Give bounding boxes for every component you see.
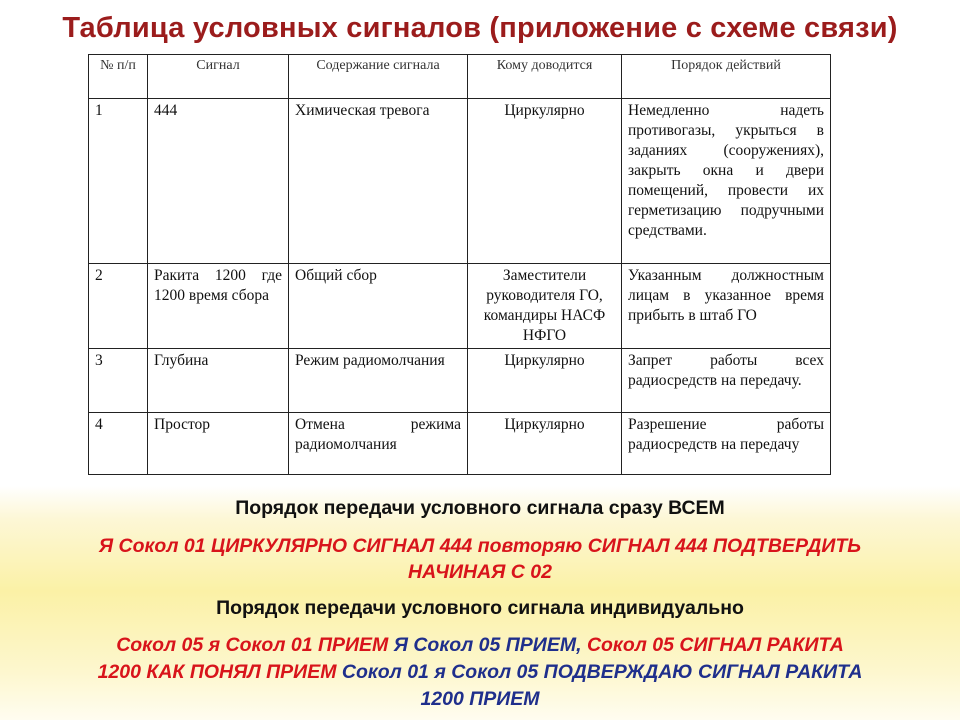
- table-row: [89, 264, 831, 349]
- individual-query-text: 1200 КАК ПОНЯЛ ПРИЕМ: [97, 661, 342, 683]
- header-content: Содержание сигнала: [289, 55, 468, 99]
- cell-signal: Ракита 1200 где 1200 время сбора: [148, 264, 289, 349]
- individual-signal-text: Сокол 05 СИГНАЛ РАКИТА: [586, 634, 844, 656]
- page-title: Таблица условных сигналов (приложение с схеме связи): [62, 12, 898, 44]
- individual-confirm-text: Сокол 01 я Сокол 05 ПОДВЕРЖДАЮ СИГНАЛ РАКИТА: [341, 661, 863, 683]
- signals-table-container: [88, 54, 830, 478]
- header-signal: Сигнал: [148, 55, 289, 99]
- cell-recipient: Циркулярно: [468, 349, 622, 413]
- cell-action: Разрешение работы радиосредств на передачу: [622, 413, 831, 475]
- individual-line-2: [0, 660, 960, 684]
- cell-action: Запрет работы всех радиосредств на передачу.: [622, 349, 831, 413]
- individual-call-text: Сокол 05 я Сокол 01 ПРИЕМ: [116, 634, 394, 656]
- cell-number: 2: [89, 264, 148, 349]
- table-row: [89, 413, 831, 475]
- cell-signal: Глубина: [148, 349, 289, 413]
- cell-content: Отмена режима радиомолчания: [289, 413, 468, 475]
- broadcast-line-1: Я Сокол 01 ЦИРКУЛЯРНО СИГНАЛ 444 повторяю СИГНАЛ 444 ПОДТВЕРДИТЬ: [98, 535, 862, 557]
- cell-recipient: Циркулярно: [468, 413, 622, 475]
- individual-reply-text: Я Сокол 05 ПРИЕМ,: [393, 634, 587, 656]
- signals-table: [88, 54, 831, 475]
- cell-number: 4: [89, 413, 148, 475]
- individual-line-3: 1200 ПРИЕМ: [420, 688, 540, 710]
- cell-number: 3: [89, 349, 148, 413]
- individual-line-1: [0, 633, 960, 657]
- header-action: Порядок действий: [622, 55, 831, 99]
- cell-content: Режим радиомолчания: [289, 349, 468, 413]
- cell-action: Немедленно надеть противогазы, укрыться в заданиях (сооружениях), закрыть окна и двери помещений, провести их герметизацию подручными средствами.: [622, 99, 831, 264]
- header-number: № п/п: [89, 55, 148, 99]
- cell-recipient: Заместители руководителя ГО, командиры НАСФ НФГО: [468, 264, 622, 349]
- broadcast-line-2: НАЧИНАЯ С 02: [407, 561, 552, 583]
- cell-action: Указанным должностным лицам в указанное время прибыть в штаб ГО: [622, 264, 831, 349]
- table-header-row: [89, 55, 831, 99]
- cell-content: Химическая тревога: [289, 99, 468, 264]
- broadcast-heading: Порядок передачи условного сигнала сразу ВСЕМ: [235, 497, 725, 519]
- cell-signal: 444: [148, 99, 289, 264]
- cell-content: Общий сбор: [289, 264, 468, 349]
- individual-heading: Порядок передачи условного сигнала индивидуально: [216, 597, 744, 619]
- procedure-panel: [0, 486, 960, 720]
- table-row: [89, 99, 831, 264]
- cell-signal: Простор: [148, 413, 289, 475]
- cell-recipient: Циркулярно: [468, 99, 622, 264]
- table-row: [89, 349, 831, 413]
- header-recipient: Кому доводится: [468, 55, 622, 99]
- cell-number: 1: [89, 99, 148, 264]
